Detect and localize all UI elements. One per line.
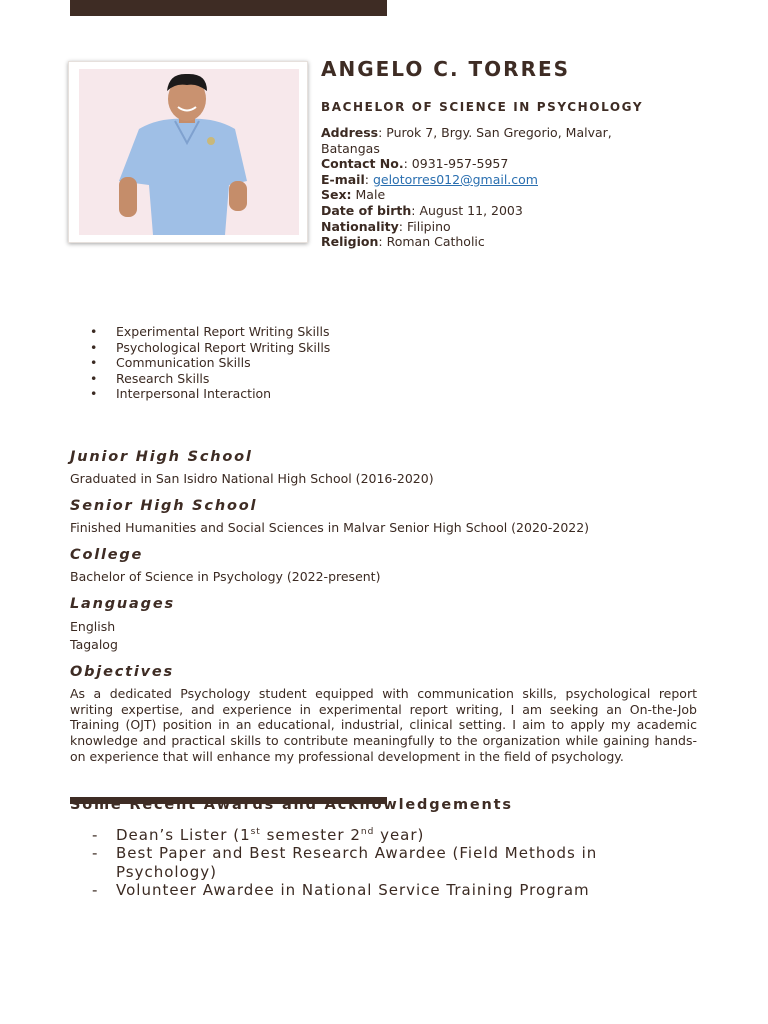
skill-label: Research Skills bbox=[116, 370, 210, 386]
awards-heading: Some Recent Awards and Acknowledgements bbox=[70, 797, 513, 813]
junior-high-text: Graduated in San Isidro National High School (2016-2020) bbox=[70, 471, 434, 486]
skill-label: Communication Skills bbox=[116, 355, 251, 371]
personal-info bbox=[321, 125, 666, 250]
list-item bbox=[90, 371, 330, 387]
email-label: E-mail bbox=[321, 171, 365, 187]
sex-row bbox=[321, 187, 666, 203]
list-item bbox=[90, 324, 330, 340]
award-text-part: semester 2 bbox=[260, 826, 361, 844]
skill-label: Psychological Report Writing Skills bbox=[116, 339, 331, 355]
email-link[interactable]: gelotorres012@gmail.com bbox=[372, 171, 538, 187]
ordinal-suffix: nd bbox=[360, 827, 375, 837]
objectives-text: As a dedicated Psychology student equipped with communication skills, psychological report writing expertise, and experience in experimental report writing, I am seeking an On-the-Job Training (OJT) position in an educational, industrial, clinical setting. I aim to apply my academic knowledge and practical skills to contribute meaningfully to the organization while gaining hands-on experience that will enhance my professional development in the field of psychology. bbox=[70, 686, 697, 764]
award-deans-lister bbox=[116, 826, 424, 844]
list-item bbox=[92, 844, 682, 881]
profile-photo bbox=[79, 69, 299, 235]
list-item bbox=[90, 355, 330, 371]
award-text-part: Dean’s Lister (1 bbox=[116, 826, 251, 844]
person-photo-illustration bbox=[79, 69, 299, 235]
list-item bbox=[92, 826, 682, 844]
nationality-value: : Filipino bbox=[398, 218, 451, 234]
applicant-name: ANGELO C. TORRES bbox=[321, 57, 571, 81]
award-best-paper: Best Paper and Best Research Awardee (Field Methods in Psychology) bbox=[116, 844, 598, 881]
bullet-icon: • bbox=[90, 339, 98, 355]
address-label: Address bbox=[321, 125, 379, 140]
college-text: Bachelor of Science in Psychology (2022-present) bbox=[70, 569, 381, 584]
list-item bbox=[92, 881, 682, 899]
bullet-icon: • bbox=[90, 324, 98, 339]
address-value: : Purok 7, Brgy. San Gregorio, Malvar, Batangas bbox=[321, 125, 612, 156]
dob-row bbox=[321, 203, 666, 219]
nationality-row bbox=[321, 219, 666, 235]
skill-label: Interpersonal Interaction bbox=[116, 386, 272, 402]
language-tagalog: Tagalog bbox=[70, 637, 118, 652]
awards-list bbox=[92, 826, 682, 900]
email-separator: : bbox=[364, 171, 373, 187]
profile-photo-frame bbox=[68, 61, 308, 243]
senior-high-heading: Senior High School bbox=[70, 498, 258, 514]
top-decorative-bar bbox=[70, 0, 387, 16]
award-volunteer: Volunteer Awardee in National Service Training Program bbox=[116, 881, 590, 900]
languages-heading: Languages bbox=[70, 596, 175, 612]
sex-value: Male bbox=[351, 187, 386, 203]
senior-high-text: Finished Humanities and Social Sciences in Malvar Senior High School (2020-2022) bbox=[70, 520, 590, 535]
bullet-icon: • bbox=[90, 370, 98, 386]
skill-label: Experimental Report Writing Skills bbox=[116, 324, 330, 339]
language-english: English bbox=[70, 619, 116, 634]
sex-label: Sex: bbox=[321, 187, 352, 203]
award-text-part: year) bbox=[374, 826, 425, 844]
email-row bbox=[321, 172, 666, 188]
contact-row bbox=[321, 156, 666, 172]
bullet-icon: • bbox=[90, 386, 98, 402]
religion-label: Religion bbox=[321, 234, 379, 250]
skills-list bbox=[90, 324, 330, 402]
dash-icon: - bbox=[92, 881, 99, 900]
dob-label: Date of birth bbox=[321, 202, 412, 218]
list-item bbox=[90, 386, 330, 402]
religion-row bbox=[321, 234, 666, 250]
junior-high-heading: Junior High School bbox=[70, 449, 253, 465]
bullet-icon: • bbox=[90, 355, 98, 371]
college-heading: College bbox=[70, 547, 144, 563]
address-row bbox=[321, 125, 666, 156]
dob-value: : August 11, 2003 bbox=[411, 202, 523, 218]
religion-value: : Roman Catholic bbox=[378, 234, 485, 250]
contact-value: : 0931-957-5957 bbox=[403, 156, 509, 172]
contact-label: Contact No. bbox=[321, 156, 404, 172]
objectives-heading: Objectives bbox=[70, 664, 174, 680]
dash-icon: - bbox=[92, 826, 99, 844]
nationality-label: Nationality bbox=[321, 218, 399, 234]
degree-title: BACHELOR OF SCIENCE IN PSYCHOLOGY bbox=[321, 100, 644, 114]
ordinal-suffix: st bbox=[250, 827, 261, 837]
dash-icon: - bbox=[92, 844, 99, 863]
list-item bbox=[90, 340, 330, 356]
